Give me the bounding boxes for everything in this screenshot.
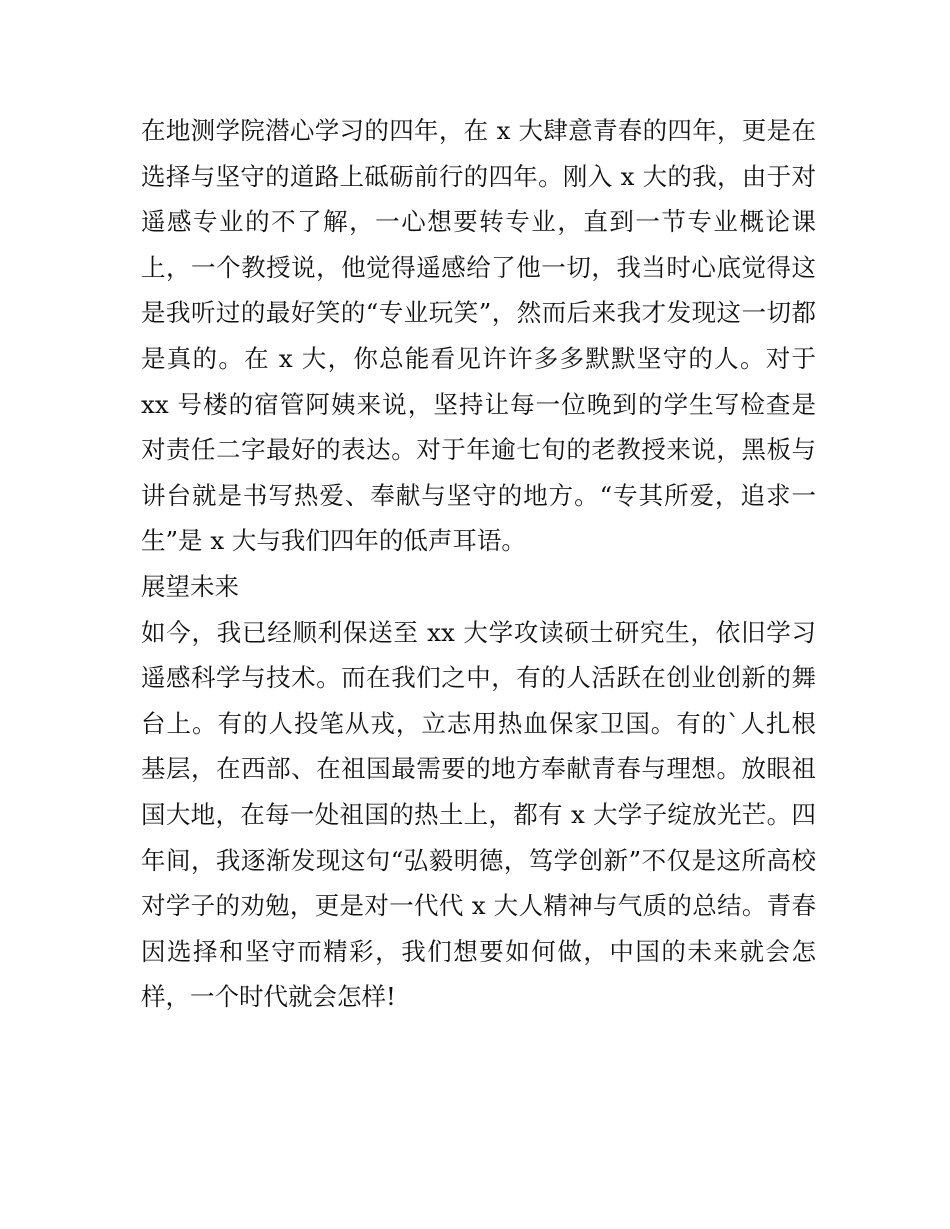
paragraph-line: 是真的。在 x 大，你总能看见许许多多默默坚守的人。对于 <box>141 343 816 373</box>
paragraph-line: 对责任二字最好的表达。对于年逾七旬的老教授来说，黑板与 <box>141 435 816 465</box>
paragraph-line: 是我听过的最好笑的“专业玩笑”，然而后来我才发现这一切都 <box>141 298 816 328</box>
paragraph-line: 因选择和坚守而精彩，我们想要如何做，中国的未来就会怎 <box>141 936 816 966</box>
paragraph-line: 遥感专业的不了解，一心想要转专业，直到一节专业概论课 <box>141 207 816 237</box>
paragraph-line: 生”是 x 大与我们四年的低声耳语。 <box>141 526 526 556</box>
paragraph-line: 如今，我已经顺利保送至 xx 大学攻读硕士研究生，依旧学习 <box>141 617 816 647</box>
paragraph-line: 选择与坚守的道路上砥砺前行的四年。刚入 x 大的我，由于对 <box>141 161 816 191</box>
paragraph-line: 样，一个时代就会怎样! <box>141 982 396 1012</box>
paragraph-line: 讲台就是书写热爱、奉献与坚守的地方。“专其所爱，追求一 <box>141 480 816 510</box>
section-heading: 展望未来 <box>141 571 239 601</box>
paragraph-line: 对学子的劝勉，更是对一代代 x 大人精神与气质的总结。青春 <box>141 891 816 921</box>
paragraph-line: 基层，在西部、在祖国最需要的地方奉献青春与理想。放眼祖 <box>141 754 816 784</box>
paragraph-1 <box>141 108 816 564</box>
paragraph-2 <box>141 610 816 1020</box>
paragraph-line: 国大地，在每一处祖国的热土上，都有 x 大学子绽放光芒。四 <box>141 799 816 829</box>
paragraph-line: 在地测学院潜心学习的四年，在 x 大肆意青春的四年，更是在 <box>141 116 816 145</box>
paragraph-line: 遥感科学与技术。而在我们之中，有的人活跃在创业创新的舞 <box>141 663 816 693</box>
paragraph-line: 年间，我逐渐发现这句“弘毅明德，笃学创新”不仅是这所高校 <box>141 845 816 875</box>
paragraph-line: 上，一个教授说，他觉得遥感给了他一切，我当时心底觉得这 <box>141 252 816 282</box>
document-body <box>141 108 816 1020</box>
paragraph-line: xx 号楼的宿管阿姨来说，坚持让每一位晚到的学生写检查是 <box>141 389 816 419</box>
paragraph-line: 台上。有的人投笔从戎，立志用热血保家卫国。有的`人扎根 <box>141 708 816 738</box>
